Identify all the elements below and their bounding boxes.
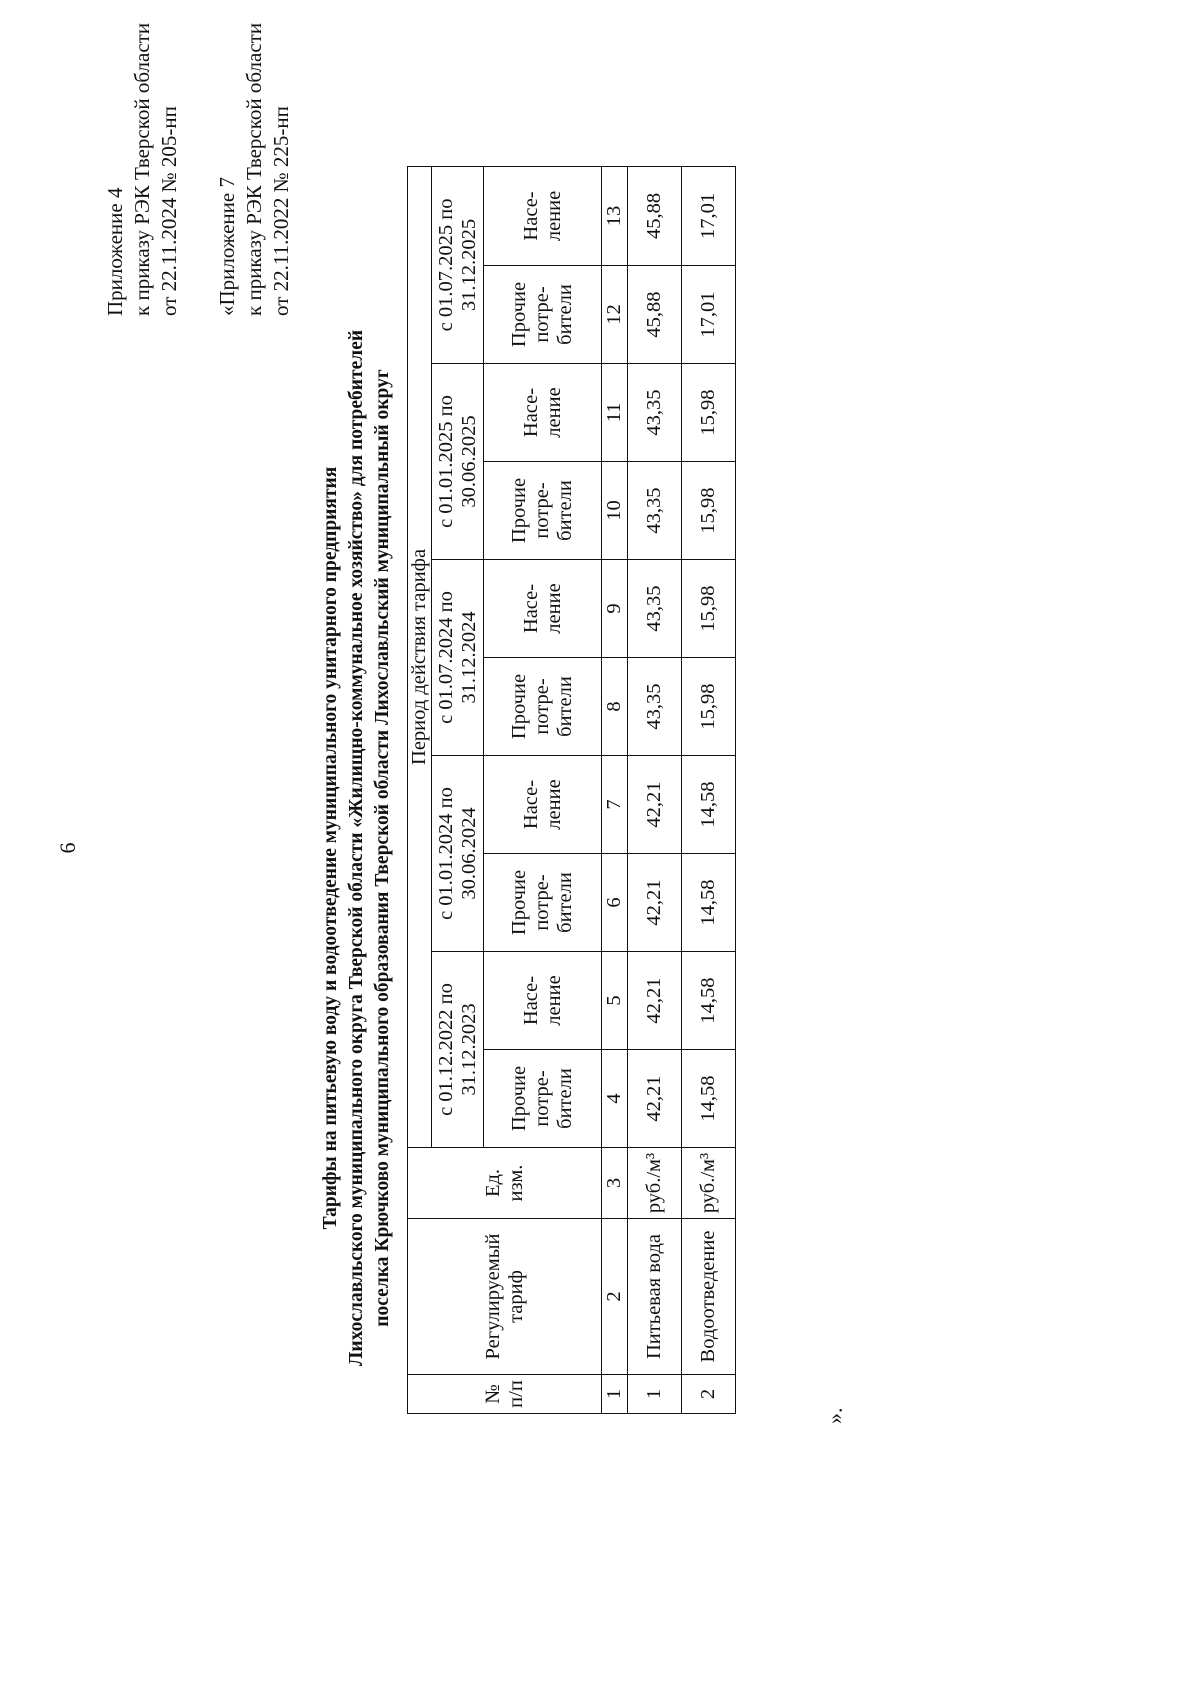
header-period: Период действия тарифа [408,166,432,1147]
row-unit: руб./м³ [628,1148,682,1219]
tariff-value: 14,58 [682,756,736,854]
column-index: 7 [602,756,628,854]
tariff-value: 14,58 [682,952,736,1050]
column-index: 8 [602,658,628,756]
header-population: Насе- ление [484,364,602,462]
title-line: поселка Крючково муниципального образования Тверской области Лихославльский муниципальный округ [372,369,393,1327]
row-tariff-name: Питьевая вода [628,1219,682,1375]
header-unit: Ед. изм. [408,1148,602,1219]
header-period-range: с 01.07.2024 по 31.12.2024 [432,560,484,756]
tariff-value: 45,88 [628,166,682,265]
appendix-line: Приложение 4 [103,187,127,316]
column-index: 12 [602,266,628,364]
tariff-table [407,166,736,1414]
column-index: 9 [602,560,628,658]
column-index: 13 [602,166,628,265]
header-other-consumers: Прочие потре- бители [484,658,602,756]
header-other-consumers: Прочие потре- бители [484,1050,602,1148]
tariff-value: 17,01 [682,266,736,364]
header-period-range: с 01.01.2025 по 30.06.2025 [432,364,484,560]
appendix-line: «Приложение 7 [215,177,239,316]
header-other-consumers: Прочие потре- бители [484,266,602,364]
column-index-row [602,166,628,1413]
header-period-range: с 01.12.2022 по 31.12.2023 [432,952,484,1148]
tariff-value: 45,88 [628,266,682,364]
header-no: № п/п [408,1375,602,1414]
row-no: 2 [682,1375,736,1414]
column-index: 3 [602,1148,628,1219]
column-index: 4 [602,1050,628,1148]
tariff-value: 15,98 [682,364,736,462]
tariff-value: 42,21 [628,952,682,1050]
header-population: Насе- ление [484,952,602,1050]
previous-appendix-header [214,23,295,316]
appendix-header [102,23,183,316]
column-index: 2 [602,1219,628,1375]
header-population: Насе- ление [484,560,602,658]
tariff-value: 15,98 [682,658,736,756]
header-other-consumers: Прочие потре- бители [484,854,602,952]
tariff-value: 43,35 [628,658,682,756]
tariff-value: 43,35 [628,364,682,462]
header-population: Насе- ление [484,756,602,854]
table-row [628,166,682,1413]
tariff-value: 43,35 [628,560,682,658]
document-title [318,0,396,1696]
column-index: 11 [602,364,628,462]
page-number: 6 [55,842,80,854]
tariff-value: 14,58 [682,854,736,952]
row-no: 1 [628,1375,682,1414]
header-period-range: с 01.07.2025 по 31.12.2025 [432,166,484,363]
closing-quote: ». [822,1407,847,1424]
tariff-value: 42,21 [628,1050,682,1148]
column-index: 5 [602,952,628,1050]
appendix-line: от 22.11.2022 № 225-нп [269,106,293,316]
tariff-value: 42,21 [628,756,682,854]
header-tariff: Регулируемый тариф [408,1219,602,1375]
tariff-value: 43,35 [628,462,682,560]
tariff-value: 14,58 [682,1050,736,1148]
appendix-line: от 22.11.2024 № 205-нп [157,106,181,316]
table-row [682,166,736,1413]
column-index: 6 [602,854,628,952]
title-line: Тарифы на питьевую воду и водоотведение муниципального унитарного предприятия [320,466,341,1230]
appendix-line: к приказу РЭК Тверской области [130,22,154,316]
header-period-range: с 01.01.2024 по 30.06.2024 [432,756,484,952]
tariff-value: 42,21 [628,854,682,952]
column-index: 10 [602,462,628,560]
row-unit: руб./м³ [682,1148,736,1219]
title-line: Лихославльского муниципального округа Тверской области «Жилищно-коммунальное хозяйство» для потребителей [346,329,367,1367]
appendix-line: к приказу РЭК Тверской области [242,22,266,316]
tariff-value: 15,98 [682,462,736,560]
header-population: Насе- ление [484,166,602,265]
row-tariff-name: Водоотведение [682,1219,736,1375]
tariff-value: 17,01 [682,166,736,265]
tariff-value: 15,98 [682,560,736,658]
column-index: 1 [602,1375,628,1414]
header-other-consumers: Прочие потре- бители [484,462,602,560]
